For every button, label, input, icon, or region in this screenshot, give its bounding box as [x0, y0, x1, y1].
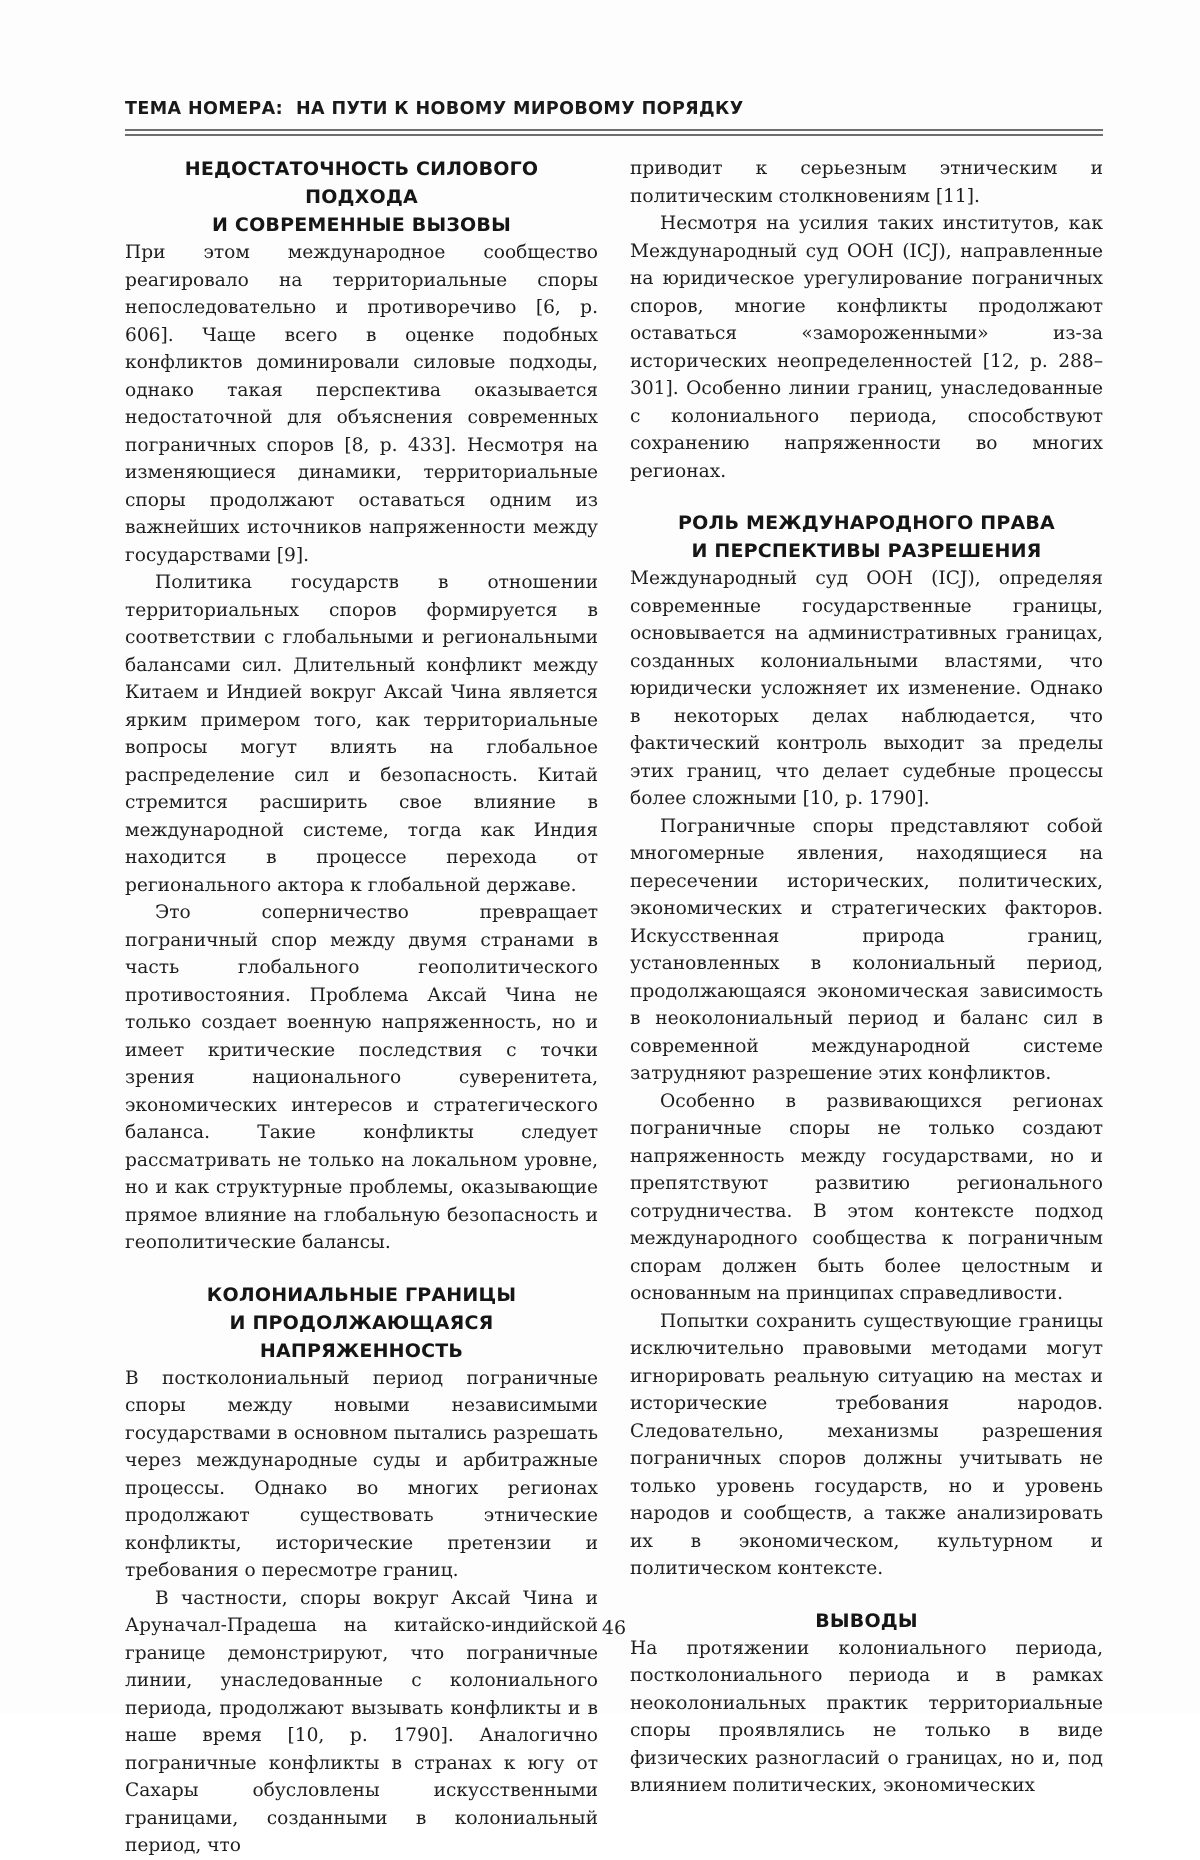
section-heading: КОЛОНИАЛЬНЫЕ ГРАНИЦЫ И ПРОДОЛЖАЮЩАЯСЯ НАПРЯЖЕННОСТЬ — [206, 1283, 517, 1362]
right-column — [630, 155, 1103, 1860]
left-column — [125, 155, 598, 1860]
article-paragraph: Особенно в развивающихся регионах пограничные споры не только создают напряженность между государствами, но и препятствуют развитию регионального сотрудничества. В этом контексте подход международного сообщества к пограничным спорам должен быть более целостным и основанным на принципах справедливости. — [630, 1090, 1103, 1304]
article-paragraph: В частности, споры вокруг Аксай Чина и Аруначал-Прадеша на китайско-индийской границе демонстрируют, что пограничные линии, унаследованные с колониального периода, продолжают вызывать конфликты и в наше время [10, p. 1790]. Аналогично пограничные конфликты в странах к югу от Сахары обусловлены искусственными границами, созданными в колониальный период, что — [125, 1587, 598, 1856]
page-content — [125, 98, 1103, 1860]
article-paragraph: Это соперничество превращает пограничный спор между двумя странами в часть глобального геополитического противостояния. Проблема Аксай Чина не только создает военную напряженность, но и имеет критические последствия с точки зрения национального суверенитета, экономических интересов и стратегического баланса. Такие конфликты следует рассматривать не только на локальном уровне, но и как структурные проблемы, оказывающие прямое влияние на глобальную безопасность и геополитические балансы. — [125, 902, 598, 1253]
page-header — [125, 98, 1103, 120]
page-number: 46 — [601, 1617, 627, 1639]
article-paragraph: В постколониальный период пограничные споры между новыми независимыми государствами в основном пытались разрешать через международные суды и арбитражные процессы. Однако во многих регионах продолжают существовать этнические конфликты, исторические претензии и требования о пересмотре границ. — [125, 1367, 598, 1581]
issue-theme-label: ТЕМА НОМЕРА: — [125, 99, 284, 119]
issue-theme-title: НА ПУТИ К НОВОМУ МИРОВОМУ ПОРЯДКУ — [296, 99, 744, 119]
article-paragraph: Несмотря на усилия таких институтов, как Международный суд ООН (ICJ), направленные на юридическое урегулирование пограничных споров, многие конфликты продолжают оставаться «замороженными» из-за исторических неопределенностей [12, p. 288–301]. Особенно линии границ, унаследованные с колониального периода, способствуют сохранению напряженности во многих регионах. — [630, 213, 1103, 482]
article-paragraph: Политика государств в отношении территориальных споров формируется в соответствии с глобальными и региональными балансами сил. Длительный конфликт между Китаем и Индией вокруг Аксай Чина является ярким примером того, как территориальные вопросы могут влиять на глобальное распределение сил и безопасность. Китай стремится расширить свое влияние в международной системе, тогда как Индия находится в процессе перехода от регионального актора к глобальной державе. — [125, 572, 598, 896]
article-paragraph: Пограничные споры представляют собой многомерные явления, находящиеся на пересечении исторических, политических, экономических и стратегических факторов. Искусственная природа границ, установленных в колониальный период, продолжающаяся экономическая зависимость в неоколониальный период и баланс сил в современной международной системе затрудняют разрешение этих конфликтов. — [630, 815, 1103, 1084]
article-paragraph: Международный суд ООН (ICJ), определяя современные государственные границы, основывается на административных границах, созданных колониальными властями, что юридически усложняет их изменение. Однако в некоторых делах наблюдается, что фактический контроль выходит за пределы этих границ, что делает судебные процессы более сложными [10, p. 1790]. — [630, 568, 1103, 809]
section-heading: ВЫВОДЫ — [815, 1609, 918, 1632]
article-paragraph: При этом международное сообщество реагировало на территориальные споры непоследовательно и противоречиво [6, p. 606]. Чаще всего в оценке подобных конфликтов доминировали силовые подходы, однако такая перспектива оказывается недостаточной для объяснения современных пограничных споров [8, p. 433]. Несмотря на изменяющиеся динамики, территориальные споры продолжают оставаться одним из важнейших источников напряженности между государствами [9]. — [125, 242, 598, 566]
section-heading: НЕДОСТАТОЧНОСТЬ СИЛОВОГО ПОДХОДА И СОВРЕМЕННЫЕ ВЫЗОВЫ — [184, 158, 539, 236]
article-paragraph: приводит к серьезным этническим и политическим столкновениям [11]. — [630, 158, 1103, 207]
article-body — [125, 155, 1103, 1860]
article-paragraph: Попытки сохранить существующие границы исключительно правовыми методами могут игнорировать реальную ситуацию на местах и исторические требования народов. Следовательно, механизмы разрешения пограничных споров должны учитывать не только уровень государств, но и уровень народов и сообществ, а также анализировать их в экономическом, культурном и политическом контексте. — [630, 1310, 1103, 1579]
section-heading: РОЛЬ МЕЖДУНАРОДНОГО ПРАВА И ПЕРСПЕКТИВЫ РАЗРЕШЕНИЯ — [678, 512, 1055, 562]
header-rule — [125, 129, 1103, 136]
article-paragraph: На протяжении колониального периода, постколониального периода и в рамках неоколониальных практик территориальные споры проявлялись не только в виде физических разногласий о границах, но и, под влиянием политических, экономических — [630, 1637, 1103, 1796]
